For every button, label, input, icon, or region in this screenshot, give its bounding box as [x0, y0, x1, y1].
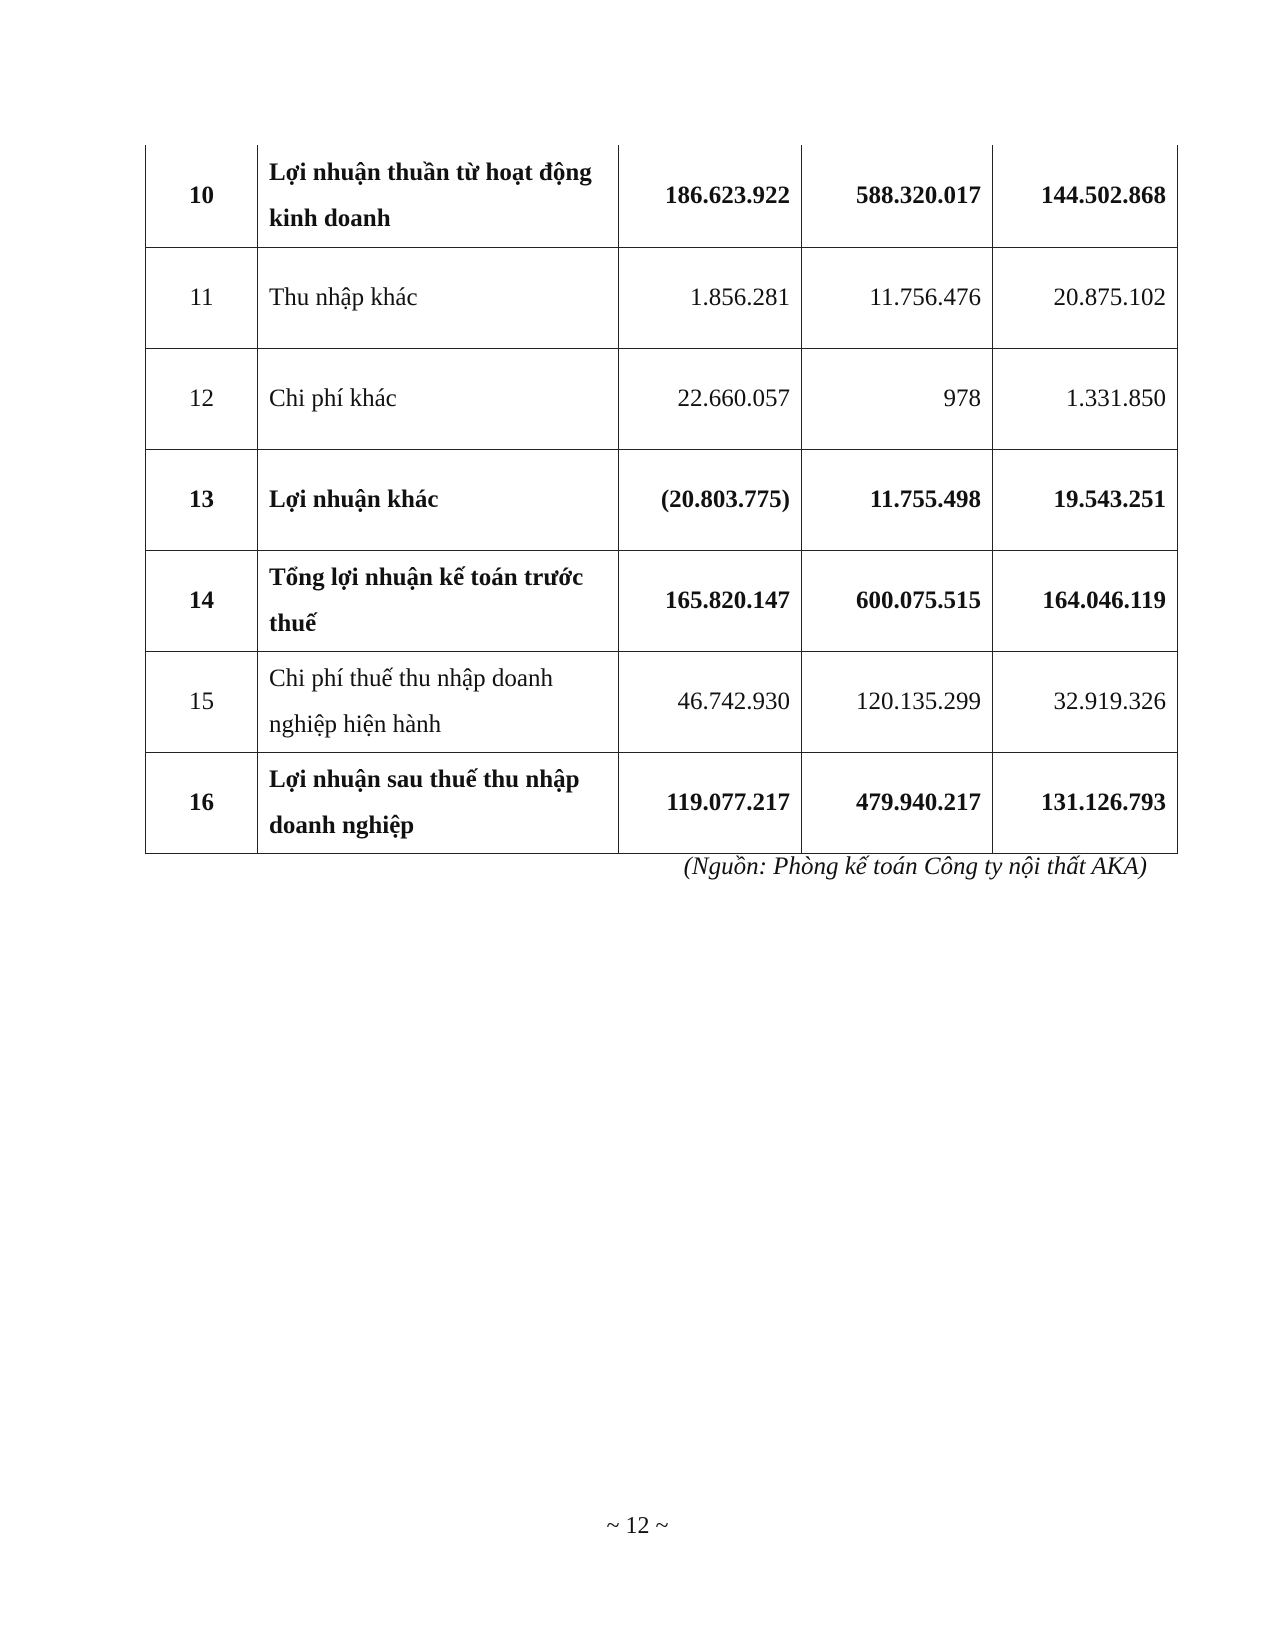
row-label: Lợi nhuận khác	[258, 450, 619, 551]
value-cell: 186.623.922	[619, 145, 802, 248]
value-cell: 19.543.251	[993, 450, 1178, 551]
value-cell: (20.803.775)	[619, 450, 802, 551]
row-label: Chi phí thuế thu nhập doanh nghiệp hiện hành	[258, 652, 619, 753]
table-row	[146, 145, 1178, 248]
value-cell: 131.126.793	[993, 753, 1178, 854]
page-number: ~ 12 ~	[606, 1513, 669, 1539]
row-label: Tổng lợi nhuận kế toán trước thuế	[258, 551, 619, 652]
value-cell: 588.320.017	[802, 145, 993, 248]
value-cell: 22.660.057	[619, 349, 802, 450]
value-cell: 1.856.281	[619, 248, 802, 349]
source-note: (Nguồn: Phòng kế toán Công ty nội thất AKA)	[683, 853, 1147, 880]
row-number: 12	[146, 349, 258, 450]
row-number: 16	[146, 753, 258, 854]
value-cell: 600.075.515	[802, 551, 993, 652]
value-cell: 46.742.930	[619, 652, 802, 753]
row-number: 13	[146, 450, 258, 551]
value-cell: 165.820.147	[619, 551, 802, 652]
value-cell: 1.331.850	[993, 349, 1178, 450]
row-label: Lợi nhuận sau thuế thu nhập doanh nghiệp	[258, 753, 619, 854]
value-cell: 11.756.476	[802, 248, 993, 349]
value-cell: 120.135.299	[802, 652, 993, 753]
value-cell: 20.875.102	[993, 248, 1178, 349]
row-label: Lợi nhuận thuần từ hoạt động kinh doanh	[258, 145, 619, 248]
table-row	[146, 248, 1178, 349]
value-cell: 978	[802, 349, 993, 450]
row-number: 14	[146, 551, 258, 652]
table-row	[146, 652, 1178, 753]
row-number: 10	[146, 145, 258, 248]
value-cell: 144.502.868	[993, 145, 1178, 248]
value-cell: 479.940.217	[802, 753, 993, 854]
profit-table	[145, 145, 1178, 854]
table-row	[146, 753, 1178, 854]
row-number: 11	[146, 248, 258, 349]
value-cell: 119.077.217	[619, 753, 802, 854]
table-row	[146, 450, 1178, 551]
value-cell: 164.046.119	[993, 551, 1178, 652]
value-cell: 11.755.498	[802, 450, 993, 551]
row-label: Thu nhập khác	[258, 248, 619, 349]
value-cell: 32.919.326	[993, 652, 1178, 753]
table-row	[146, 349, 1178, 450]
row-label: Chi phí khác	[258, 349, 619, 450]
table-row	[146, 551, 1178, 652]
row-number: 15	[146, 652, 258, 753]
